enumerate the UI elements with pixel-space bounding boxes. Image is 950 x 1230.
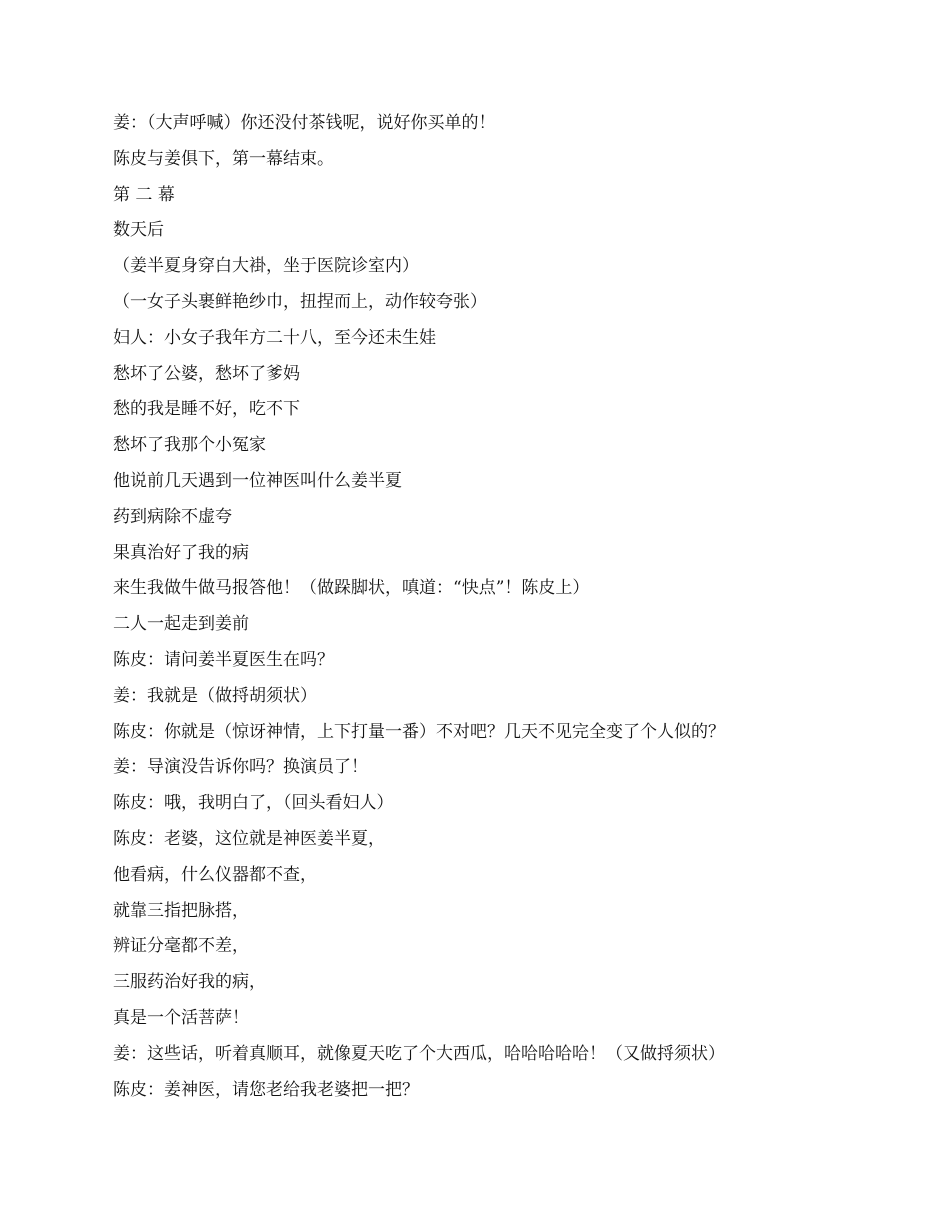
script-line: 愁坏了公婆，愁坏了爹妈 bbox=[113, 363, 300, 384]
script-line: 他看病，什么仪器都不查， bbox=[113, 864, 317, 885]
script-line: 真是一个活菩萨！ bbox=[113, 1007, 249, 1028]
script-line: 来生我做牛做马报答他！（做跺脚状，嗔道：“快点”！陈皮上） bbox=[113, 578, 590, 599]
script-line: 辨证分毫都不差， bbox=[113, 936, 249, 957]
stage-direction: （姜半夏身穿白大褂，坐于医院诊室内） bbox=[113, 256, 419, 277]
script-line: 他说前几天遇到一位神医叫什么姜半夏 bbox=[113, 470, 402, 491]
script-line: 姜：这些话，听着真顺耳，就像夏天吃了个大西瓜，哈哈哈哈哈！（又做捋须状） bbox=[113, 1043, 725, 1064]
script-line: 二人一起走到姜前 bbox=[113, 614, 249, 635]
script-line: 陈皮：你就是（惊讶神情，上下打量一番）不对吧？几天不见完全变了个人似的？ bbox=[113, 721, 725, 742]
script-line: 愁的我是睡不好，吃不下 bbox=[113, 399, 300, 420]
script-line: 陈皮：哦，我明白了，（回头看妇人） bbox=[113, 793, 394, 814]
script-line: 陈皮：姜神医，请您老给我老婆把一把？ bbox=[113, 1079, 419, 1100]
stage-direction: （一女子头裹鲜艳纱巾，扭捏而上，动作较夸张） bbox=[113, 291, 487, 312]
script-line: 妇人：小女子我年方二十八，至今还未生娃 bbox=[113, 327, 436, 348]
script-line: 数天后 bbox=[113, 220, 164, 241]
script-line: 陈皮：请问姜半夏医生在吗？ bbox=[113, 649, 334, 670]
script-line: 姜：（大声呼喊）你还没付茶钱呢，说好你买单的！ bbox=[113, 113, 496, 133]
script-line: 姜：我就是（做捋胡须状） bbox=[113, 685, 317, 706]
script-line: 愁坏了我那个小冤家 bbox=[113, 435, 266, 456]
script-line: 药到病除不虚夸 bbox=[113, 506, 232, 527]
script-text bbox=[113, 106, 913, 1108]
script-line: 三服药治好我的病， bbox=[113, 972, 266, 993]
script-line: 就靠三指把脉搭， bbox=[113, 900, 249, 921]
script-line: 陈皮：老婆，这位就是神医姜半夏， bbox=[113, 828, 385, 849]
act-heading: 第 二 幕 bbox=[113, 184, 175, 205]
script-line: 陈皮与姜俱下，第一幕结束。 bbox=[113, 148, 334, 169]
script-line: 姜：导演没告诉你吗？换演员了！ bbox=[113, 757, 368, 778]
script-line: 果真治好了我的病 bbox=[113, 542, 249, 563]
